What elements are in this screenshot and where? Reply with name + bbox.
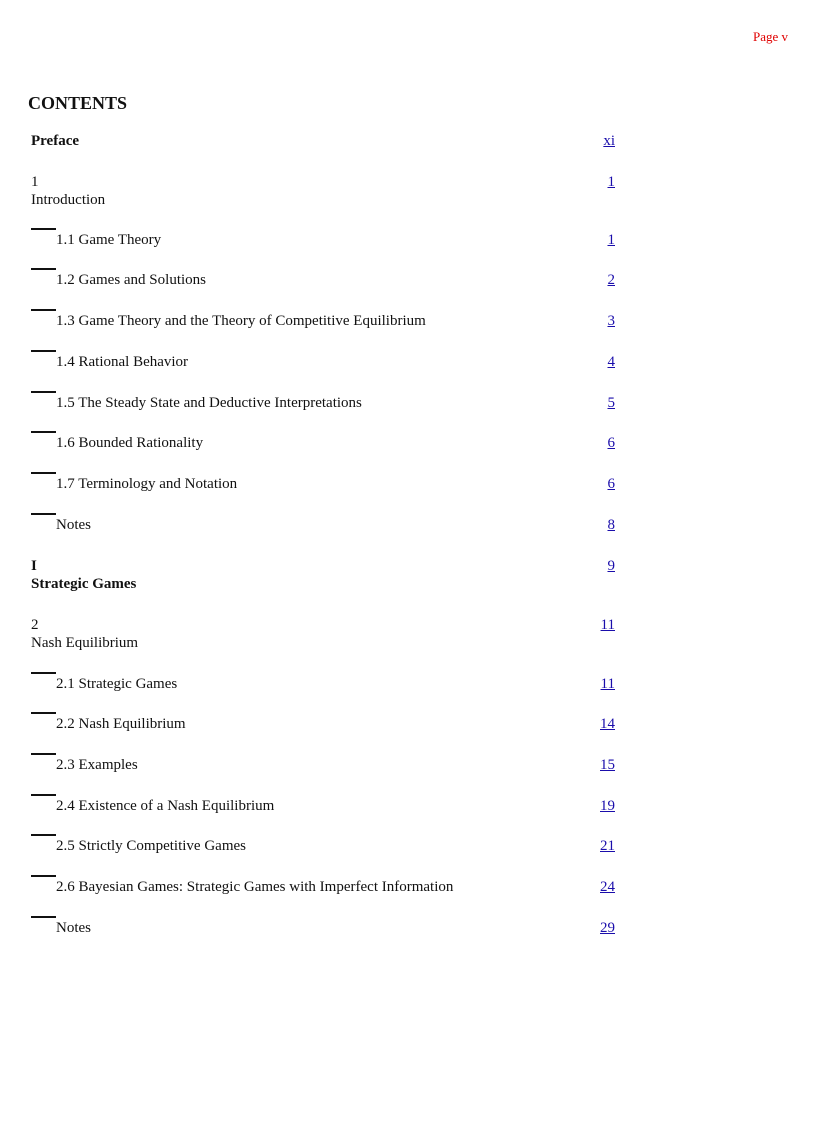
page-link[interactable]: 1 (607, 232, 615, 248)
chapter-title: Introduction (31, 192, 106, 208)
indent-dash (31, 513, 56, 515)
indent-dash (31, 228, 56, 230)
toc-entry-title: 1.5 The Steady State and Deductive Interpretations (56, 395, 362, 411)
page-link[interactable]: 15 (600, 757, 615, 773)
toc-entry-title: 2.1 Strategic Games (56, 676, 178, 692)
page-link[interactable]: 3 (607, 313, 615, 329)
indent-dash (31, 794, 56, 796)
indent-dash (31, 268, 56, 270)
contents-heading: CONTENTS (28, 93, 128, 113)
page-link[interactable]: 24 (600, 879, 615, 895)
indent-dash (31, 712, 56, 714)
toc-entry-title: Preface (31, 133, 80, 149)
indent-dash (31, 472, 56, 474)
page-link[interactable]: 6 (607, 476, 615, 492)
toc-entry-title: 2.2 Nash Equilibrium (56, 716, 186, 732)
indent-dash (31, 875, 56, 877)
page-link[interactable]: 19 (600, 798, 615, 814)
chapter-number: 2 (31, 617, 39, 633)
page-number: Page v (752, 29, 788, 44)
page-link[interactable]: 29 (600, 920, 615, 936)
toc-entry-title: 1.4 Rational Behavior (56, 354, 189, 370)
page-link[interactable]: 5 (607, 395, 615, 411)
toc-entry-title: 1.1 Game Theory (56, 232, 162, 248)
chapter-title: Nash Equilibrium (31, 635, 139, 651)
page-link[interactable]: 21 (600, 838, 615, 854)
toc-entry-title (31, 557, 551, 593)
toc-entry-title: 2.5 Strictly Competitive Games (56, 838, 246, 854)
page-link[interactable]: 11 (600, 617, 615, 633)
indent-dash (31, 431, 56, 433)
indent-dash (31, 309, 56, 311)
page-link[interactable]: 2 (607, 272, 615, 288)
chapter-number: 1 (31, 174, 39, 190)
part-title: Strategic Games (31, 576, 137, 592)
toc-entry-title (31, 173, 551, 209)
page-link[interactable]: xi (603, 133, 615, 149)
indent-dash (31, 916, 56, 918)
page-link[interactable]: 4 (607, 354, 615, 370)
toc-entry-title: Notes (56, 517, 91, 533)
toc-entry-title: 2.3 Examples (56, 757, 138, 773)
toc-entry-title: 2.6 Bayesian Games: Strategic Games with Imperfect Information (56, 879, 454, 895)
indent-dash (31, 350, 56, 352)
toc-entry-title: Notes (56, 920, 91, 936)
page-link[interactable]: 8 (607, 517, 615, 533)
toc-entry-title: 1.2 Games and Solutions (56, 272, 206, 288)
part-number: I (31, 558, 37, 574)
page-link[interactable]: 9 (607, 558, 615, 574)
indent-dash (31, 672, 56, 674)
page-link[interactable]: 6 (607, 435, 615, 451)
page-link[interactable]: 14 (600, 716, 615, 732)
page-link[interactable]: 1 (607, 174, 615, 190)
indent-dash (31, 391, 56, 393)
toc-entry-title (31, 616, 551, 652)
page-link[interactable]: 11 (600, 676, 615, 692)
indent-dash (31, 753, 56, 755)
indent-dash (31, 834, 56, 836)
toc-entry-title: 1.6 Bounded Rationality (56, 435, 204, 451)
toc-entry-title: 1.3 Game Theory and the Theory of Competitive Equilibrium (56, 313, 426, 329)
toc-entry-title: 1.7 Terminology and Notation (56, 476, 238, 492)
toc-entry-title: 2.4 Existence of a Nash Equilibrium (56, 798, 275, 814)
